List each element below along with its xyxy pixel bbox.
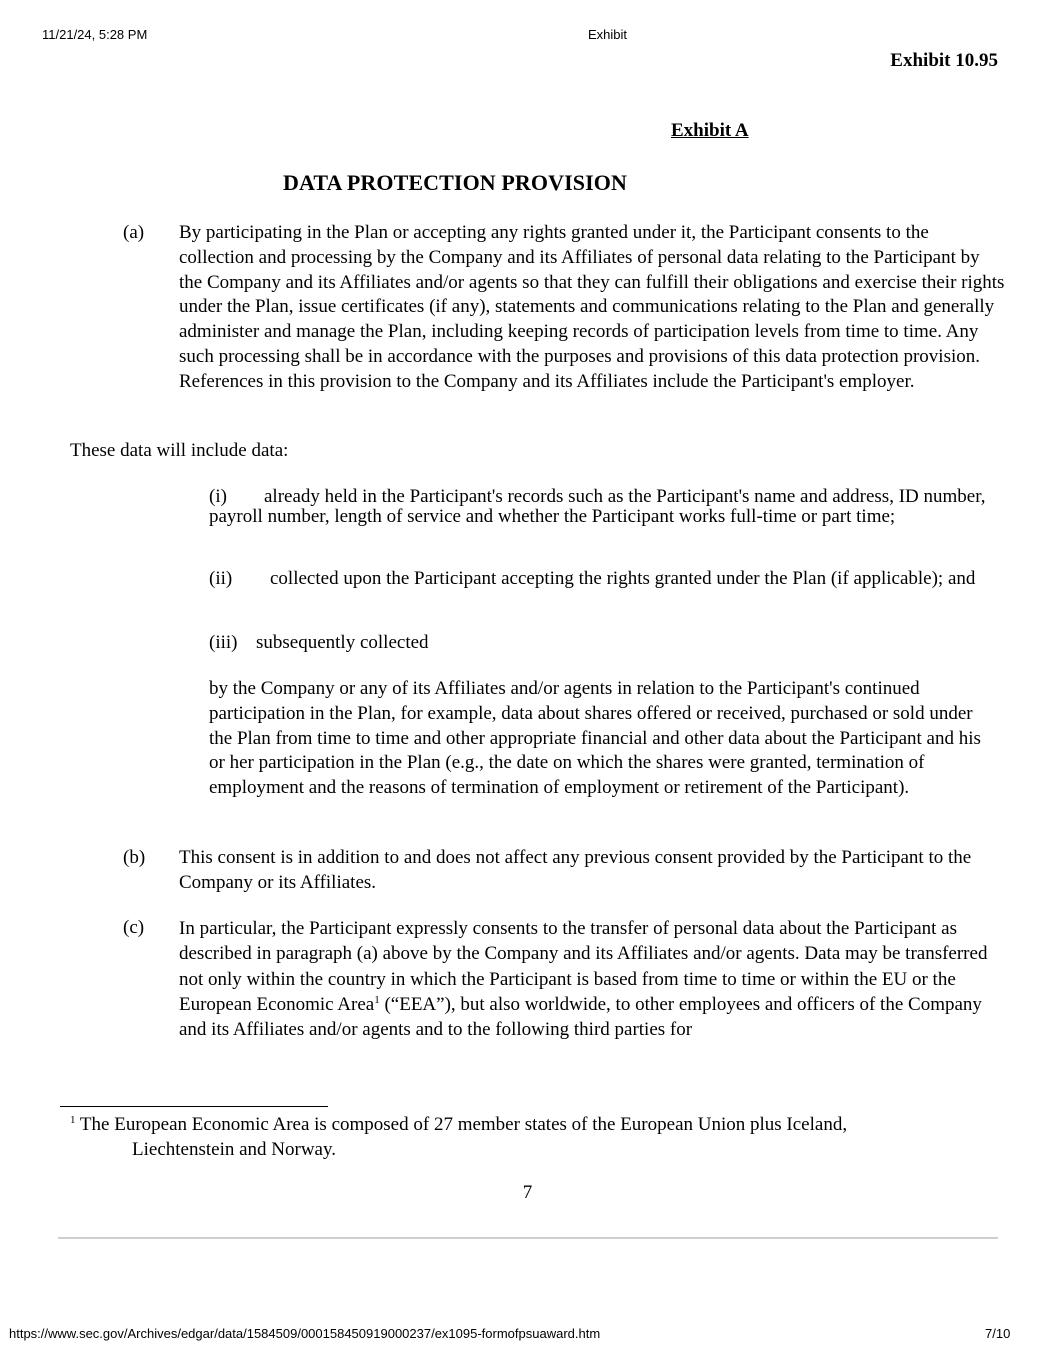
page-number: 7: [522, 1182, 533, 1203]
para-a-label: (a): [123, 222, 145, 243]
print-page-count: 7/10: [985, 1326, 1011, 1341]
list-item-text: already held in the Participant's records such as the Participant's name and address, ID number, payroll number, length of service and whether the Participant works full-time or part time;: [209, 486, 986, 527]
footnote: [70, 1113, 970, 1163]
list-item: [209, 569, 995, 589]
footnote-line-2: Liechtenstein and Norway.: [132, 1138, 336, 1160]
list-item: [209, 633, 995, 653]
para-b-text: This consent is in addition to and does not affect any previous consent provided by the Participant to the Company or its Affiliates.: [179, 847, 972, 893]
footnote-marker: 1: [70, 1114, 76, 1126]
page-divider: [58, 1237, 998, 1239]
list-item-label: (iii): [209, 632, 238, 653]
footnote-rule: [60, 1106, 328, 1107]
para-c-text-after: (“EEA”), but also worldwide, to other employees and officers of the Company and its Affiliates and/or agents and to the following third parties for: [179, 993, 982, 1041]
list-item-text: subsequently collected: [256, 632, 429, 653]
list-item: [209, 487, 995, 527]
exhibit-label: Exhibit A: [671, 120, 749, 141]
data-intro: These data will include data:: [70, 440, 289, 461]
para-a-text: By participating in the Plan or accepting any rights granted under it, the Participant consents to the collection and processing by the Company and its Affiliates of personal data relating to the Participant by the Company and its Affiliates and/or agents so that they can fulfill their obligations and exercise their rights under the Plan, issue certificates (if any), statements and communications relating to the Plan and generally administer and manage the Plan, including keeping records of participation levels from time to time. Any such processing shall be in accordance with the purposes and provisions of this data protection provision. References in this provision to the Company and its Affiliates include the Participant's employer.: [179, 222, 1005, 392]
para-c-text: [179, 916, 1005, 1042]
print-url: https://www.sec.gov/Archives/edgar/data/1584509/000158450919000237/ex1095-formofpsuaward.htm: [9, 1326, 601, 1341]
list-item-text: collected upon the Participant accepting the rights granted under the Plan (if applicable); and: [270, 568, 976, 589]
document-title: DATA PROTECTION PROVISION: [283, 170, 627, 195]
footnote-line-1: The European Economic Area is composed of 27 member states of the European Union plus Iceland,: [79, 1114, 848, 1135]
print-datetime: 11/21/24, 5:28 PM: [42, 27, 148, 42]
para-b-label: (b): [123, 847, 146, 868]
exhibit-number: Exhibit 10.95: [890, 50, 998, 71]
footnote-reference[interactable]: 1: [374, 993, 380, 1006]
continuation-text: by the Company or any of its Affiliates and/or agents in relation to the Participant's continued participation in the Plan, for example, data about shares offered or received, purchased or sold under the Plan from time to time and other appropriate financial and other data about the Participant and his or her participation in the Plan (e.g., the date on which the shares were granted, termination of employment and the reasons of termination of employment or retirement of the Participant).: [209, 678, 981, 799]
print-page-title: Exhibit: [588, 27, 628, 42]
para-c-text-before: In particular, the Participant expressly consents to the transfer of personal data about the Participant as described in paragraph (a) above by the Company and its Affiliates and/or agents. Data may be transferred not only within the country in which the Participant is based from time to time or within the EU or the European Economic Area: [179, 918, 988, 1015]
para-c-label: (c): [123, 917, 145, 938]
list-item-label: (ii): [209, 568, 233, 589]
list-item-label: (i): [209, 486, 227, 507]
